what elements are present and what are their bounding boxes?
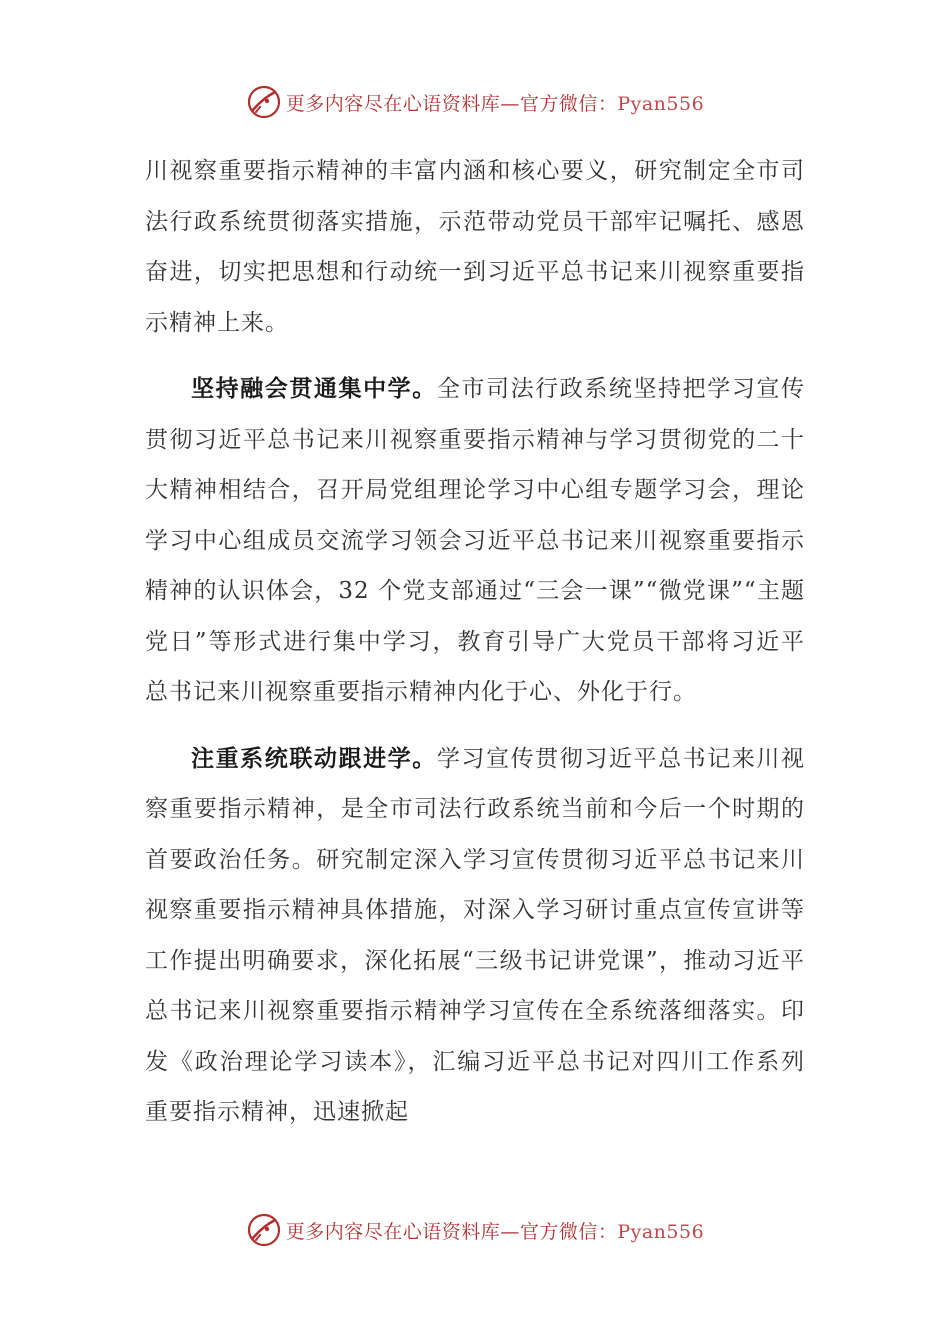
banner-wechat-id: Pyan556 bbox=[617, 92, 705, 115]
banner-wechat-id: Pyan556 bbox=[617, 1220, 705, 1243]
paragraph-3 bbox=[145, 734, 805, 1138]
pen-seal-icon bbox=[246, 1212, 282, 1248]
banner-site: 更多内容尽在心语资料库 bbox=[285, 1220, 501, 1243]
paragraph-3-text: 学习宣传贯彻习近平总书记来川视察重要指示精神，是全市司法行政系统当前和今后一个时期的首要政治任务。研究制定深入学习宣传贯彻习近平总书记来川视察重要指示精神具体措施，对深入学习研讨重点宣传宣讲等工作提出明确要求，深化拓展“三级书记讲党课”，推动习近平总书记来川视察重要指示精神学习宣传在全系统落细落实。印发《政治理论学习读本》，汇编习近平总书记对四川工作系列重要指示精神，迅速掀起 bbox=[145, 745, 806, 1125]
document-body bbox=[145, 146, 805, 1154]
paragraph-2 bbox=[145, 364, 805, 718]
banner-text bbox=[286, 89, 704, 116]
banner-dash: — bbox=[500, 92, 520, 115]
footer-watermark-banner bbox=[0, 1210, 950, 1250]
banner-wechat-label: 官方微信： bbox=[519, 1220, 618, 1243]
paragraph-1 bbox=[145, 146, 805, 348]
paragraph-3-lead: 注重系统联动跟进学。 bbox=[191, 745, 437, 772]
banner-site: 更多内容尽在心语资料库 bbox=[285, 92, 501, 115]
pen-seal-icon bbox=[246, 84, 282, 120]
paragraph-2-lead: 坚持融会贯通集中学。 bbox=[191, 376, 437, 402]
banner-wechat-label: 官方微信： bbox=[519, 92, 618, 115]
paragraph-1-text: 川视察重要指示精神的丰富内涵和核心要义，研究制定全市司法行政系统贯彻落实措施，示范带动党员干部牢记嘱托、感恩奋进，切实把思想和行动统一到习近平总书记来川视察重要指示精神上来。 bbox=[145, 158, 805, 336]
paragraph-2-text: 全市司法行政系统坚持把学习宣传贯彻习近平总书记来川视察重要指示精神与学习贯彻党的二十大精神相结合，召开局党组理论学习中心组专题学习会，理论学习中心组成员交流学习领会习近平总书记来川视察重要指示精神的认识体会，32 个党支部通过“三会一课”“微党课”“主题党日”等形式进行集中学习，教育引导广大党员干部将习近平总书记来川视察重要指示精神内化于心、外化于行。 bbox=[145, 376, 806, 705]
banner-text bbox=[286, 1217, 704, 1244]
banner-dash: — bbox=[500, 1220, 520, 1243]
header-watermark-banner bbox=[0, 82, 950, 122]
